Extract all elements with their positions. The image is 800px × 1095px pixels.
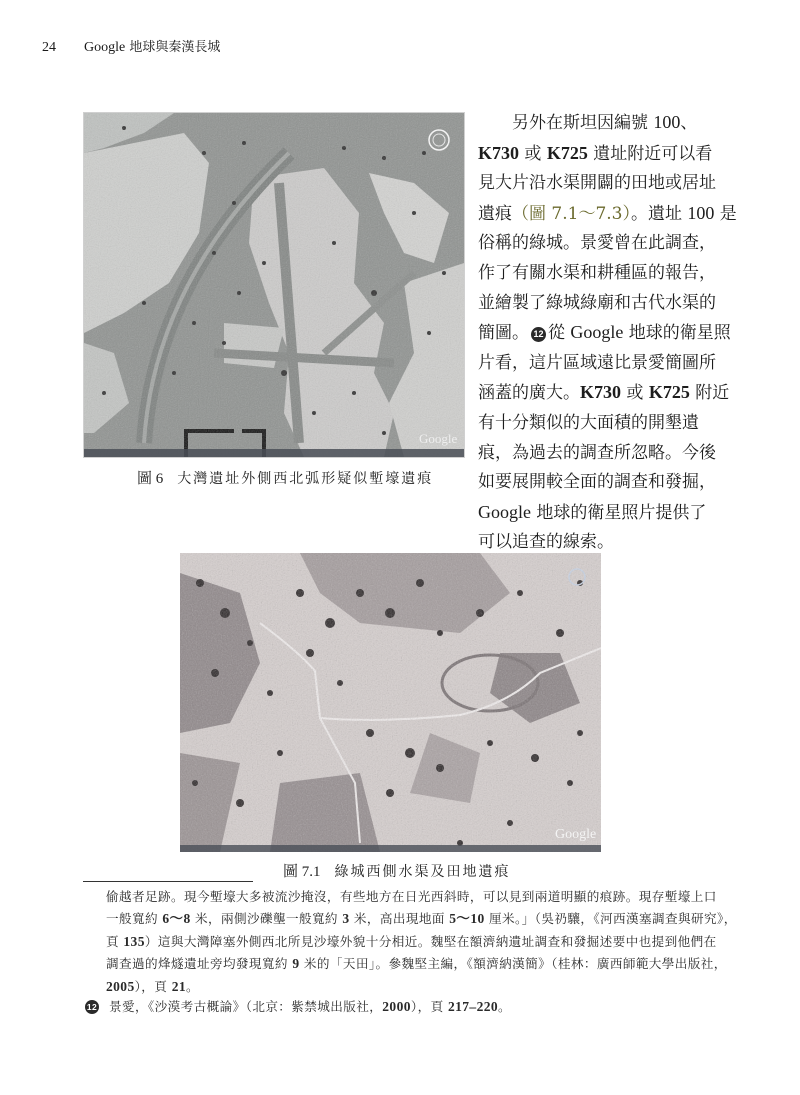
text-segment: 偷越者足跡。現今塹壕大多被流沙掩沒，有些地方在日光西斜時，可以見到兩道明顯的痕跡。現存塹壕上口 bbox=[106, 889, 717, 904]
text-line bbox=[478, 468, 718, 498]
text-segment: 是 bbox=[714, 203, 737, 224]
figure-7-1-caption-text: 綠城西側水渠及田地遺痕 bbox=[334, 864, 511, 880]
text-segment: 另外在斯坦因編號 bbox=[478, 113, 654, 133]
text-segment: 2005 bbox=[106, 978, 135, 994]
satellite-image-fig6 bbox=[84, 113, 464, 457]
text-segment: K725 bbox=[546, 142, 588, 163]
book-title-cjk: 地球與秦漢長城 bbox=[125, 40, 221, 55]
footnote-divider bbox=[83, 881, 253, 882]
text-segment: 6～8 bbox=[162, 911, 191, 927]
figure-reference[interactable]: （圖 7.1～7.3） bbox=[512, 203, 631, 224]
text-segment: 附近 bbox=[689, 383, 730, 404]
satellite-image-fig7-1 bbox=[180, 553, 601, 852]
text-segment: ）這與大灣障塞外側西北所見沙壕外貌十分相近。魏堅在額濟納遺址調查和發掘述要中也提到他們在 bbox=[144, 933, 717, 949]
text-line bbox=[478, 498, 718, 529]
text-segment: 米，兩側沙礫壟一般寬約 bbox=[190, 911, 343, 927]
google-watermark: Google bbox=[555, 827, 597, 842]
footnote-line bbox=[106, 953, 727, 975]
footnote-line bbox=[106, 908, 737, 930]
text-line bbox=[478, 409, 718, 439]
text-segment: 。 bbox=[498, 999, 512, 1014]
text-segment: 調查過的烽燧遺址旁均發現寬約 bbox=[106, 956, 293, 972]
text-segment: 一般寬約 bbox=[106, 911, 163, 927]
body-text-column bbox=[478, 108, 737, 558]
text-segment: 米，高出現地面 bbox=[349, 911, 450, 927]
text-segment: 地球的衛星照 bbox=[623, 323, 731, 344]
page-number: 24 bbox=[42, 40, 56, 55]
text-segment: 5～10 bbox=[449, 911, 485, 927]
text-segment: ），頁 bbox=[134, 978, 172, 994]
text-segment: 135 bbox=[123, 933, 145, 949]
text-line bbox=[478, 289, 718, 319]
text-segment: 痕，為過去的調查所忽略。今後 bbox=[478, 442, 716, 463]
text-line bbox=[478, 318, 731, 349]
text-line bbox=[478, 528, 718, 558]
footnote-line bbox=[106, 931, 716, 953]
text-segment: ），頁 bbox=[410, 999, 448, 1014]
text-segment: Google bbox=[570, 322, 624, 343]
text-segment: 片看，這片區域遠比景愛簡圖所 bbox=[478, 352, 716, 373]
figure-6-satellite-image bbox=[83, 112, 465, 458]
text-segment: 可以追查的線索。 bbox=[478, 532, 614, 553]
body-paragraph bbox=[478, 108, 737, 558]
text-segment: 9 bbox=[292, 956, 300, 972]
text-segment: 、 bbox=[680, 113, 698, 133]
footnote-marker-12[interactable]: 12 bbox=[531, 327, 546, 342]
text-segment: Google bbox=[478, 501, 531, 522]
text-segment: 100 bbox=[653, 112, 681, 132]
figure-7-1-number: 圖 7.1 bbox=[283, 864, 321, 880]
text-segment: 21 bbox=[171, 978, 187, 994]
text-line bbox=[478, 439, 718, 469]
text-line bbox=[478, 169, 718, 199]
text-line bbox=[478, 139, 718, 170]
text-segment: 。遺址 bbox=[630, 203, 688, 224]
text-segment: 簡圖。 bbox=[478, 323, 529, 344]
book-title bbox=[84, 36, 220, 56]
text-line bbox=[478, 349, 718, 379]
text-line bbox=[478, 259, 718, 289]
footnote-line bbox=[106, 886, 716, 908]
text-segment: 有十分類似的大面積的開墾遺 bbox=[478, 412, 699, 433]
text-segment: K730 bbox=[478, 142, 520, 163]
figure-7-1-caption bbox=[283, 860, 511, 881]
text-segment: 如要展開較全面的調查和發掘， bbox=[478, 472, 716, 493]
text-segment: 涵蓋的廣大。 bbox=[478, 383, 580, 404]
text-segment: K725 bbox=[648, 382, 690, 403]
running-head bbox=[42, 36, 220, 56]
footnote-12 bbox=[83, 996, 511, 1015]
text-segment: 俗稱的綠城。景愛曾在此調查， bbox=[478, 233, 716, 254]
footnote-number-12: 12 bbox=[86, 1002, 98, 1012]
text-segment: 217–220 bbox=[447, 999, 499, 1014]
text-segment: 或 bbox=[621, 383, 649, 404]
text-segment: 景愛，《沙漠考古概論》（北京：紫禁城出版社， bbox=[109, 999, 383, 1014]
book-title-latin: Google bbox=[84, 40, 126, 55]
text-line bbox=[478, 108, 718, 139]
text-line bbox=[478, 199, 737, 230]
figure-6-caption-text: 大灣遺址外側西北弧形疑似塹壕遺痕 bbox=[177, 471, 434, 487]
figure-7-1-satellite-image bbox=[180, 553, 601, 852]
text-segment: 見大片沿水渠開闢的田地或居址 bbox=[478, 173, 716, 194]
text-segment: 米的「天田」。參魏堅主編，《額濟納漢簡》（桂林：廣西師範大學出版社， bbox=[299, 956, 727, 972]
figure-6-caption bbox=[137, 467, 433, 488]
text-segment: 地球的衛星照片提供了 bbox=[531, 502, 707, 523]
text-segment: 。 bbox=[186, 978, 200, 994]
text-segment: 作了有關水渠和耕種區的報告， bbox=[478, 262, 716, 283]
text-segment: 頁 bbox=[106, 933, 124, 949]
footnote-continued bbox=[106, 886, 737, 998]
figure-6-number: 圖 6 bbox=[137, 471, 164, 487]
text-segment: 遺址附近可以看 bbox=[587, 143, 713, 164]
text-line bbox=[478, 229, 718, 259]
text-line bbox=[478, 378, 730, 409]
text-segment: 厘米。」（吳礽驤，《河西漢塞調查與研究》， bbox=[484, 911, 737, 927]
text-segment: K730 bbox=[580, 382, 622, 403]
text-segment: 從 bbox=[548, 323, 571, 344]
google-watermark: Google bbox=[419, 431, 458, 446]
text-segment: 遺痕 bbox=[478, 203, 512, 224]
text-segment: 3 bbox=[342, 911, 350, 927]
text-segment: 100 bbox=[687, 202, 715, 223]
text-segment: 或 bbox=[519, 143, 547, 164]
text-segment: 並繪製了綠城綠廟和古代水渠的 bbox=[478, 292, 716, 313]
footnote-line bbox=[106, 976, 716, 998]
text-segment: 2000 bbox=[382, 999, 411, 1014]
